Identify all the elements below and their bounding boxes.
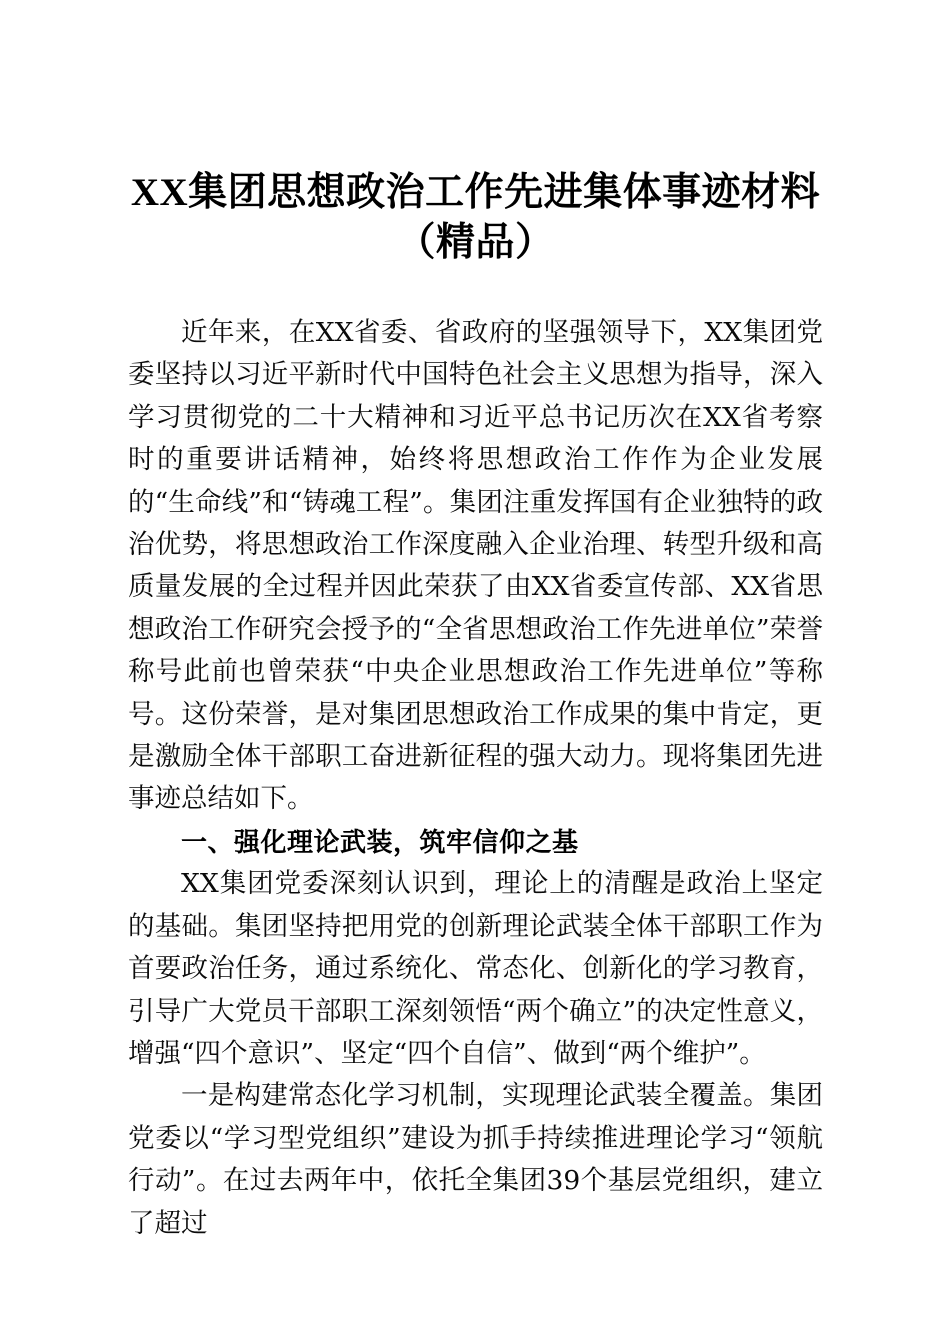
intro-paragraph: 近年来，在XX省委、省政府的坚强领导下，XX集团党委坚持以习近平新时代中国特色社会主义思想为指导，深入学习贯彻党的二十大精神和习近平总书记历次在XX省考察时的重要讲话精神，始终将思想政治工作作为企业发展的“生命线”和“铸魂工程”。集团注重发挥国有企业独特的政治优势，将思想政治工作深度融入企业治理、转型升级和高质量发展的全过程并因此荣获了由XX省委宣传部、XX省思想政治工作研究会授予的“全省思想政治工作先进单位”荣誉称号此前也曾荣获“中央企业思想政治工作先进单位”等称号。这份荣誉，是对集团思想政治工作成果的集中肯定，更是激励全体干部职工奋进新征程的强大动力。现将集团先进事迹总结如下。 (128, 317, 823, 815)
section-1-paragraph-2: 一是构建常态化学习机制，实现理论武装全覆盖。集团党委以“学习型党组织”建设为抓手持续推进理论学习“领航行动”。在过去两年中，依托全集团39个基层党组织，建立了超过 (128, 1080, 823, 1239)
section-1-paragraph-1: XX集团党委深刻认识到，理论上的清醒是政治上坚定的基础。集团坚持把用党的创新理论武装全体干部职工作为首要政治任务，通过系统化、常态化、创新化的学习教育，引导广大党员干部职工深刻领悟“两个确立”的决定性意义，增强“四个意识”、坚定“四个自信”、做到“两个维护”。 (128, 868, 823, 1069)
section-heading-1: 一、强化理论武装，筑牢信仰之基 (181, 826, 579, 857)
page-title: XX集团思想政治工作先进集体事迹材料（精品） (130, 171, 821, 264)
document-content (128, 0, 823, 1245)
